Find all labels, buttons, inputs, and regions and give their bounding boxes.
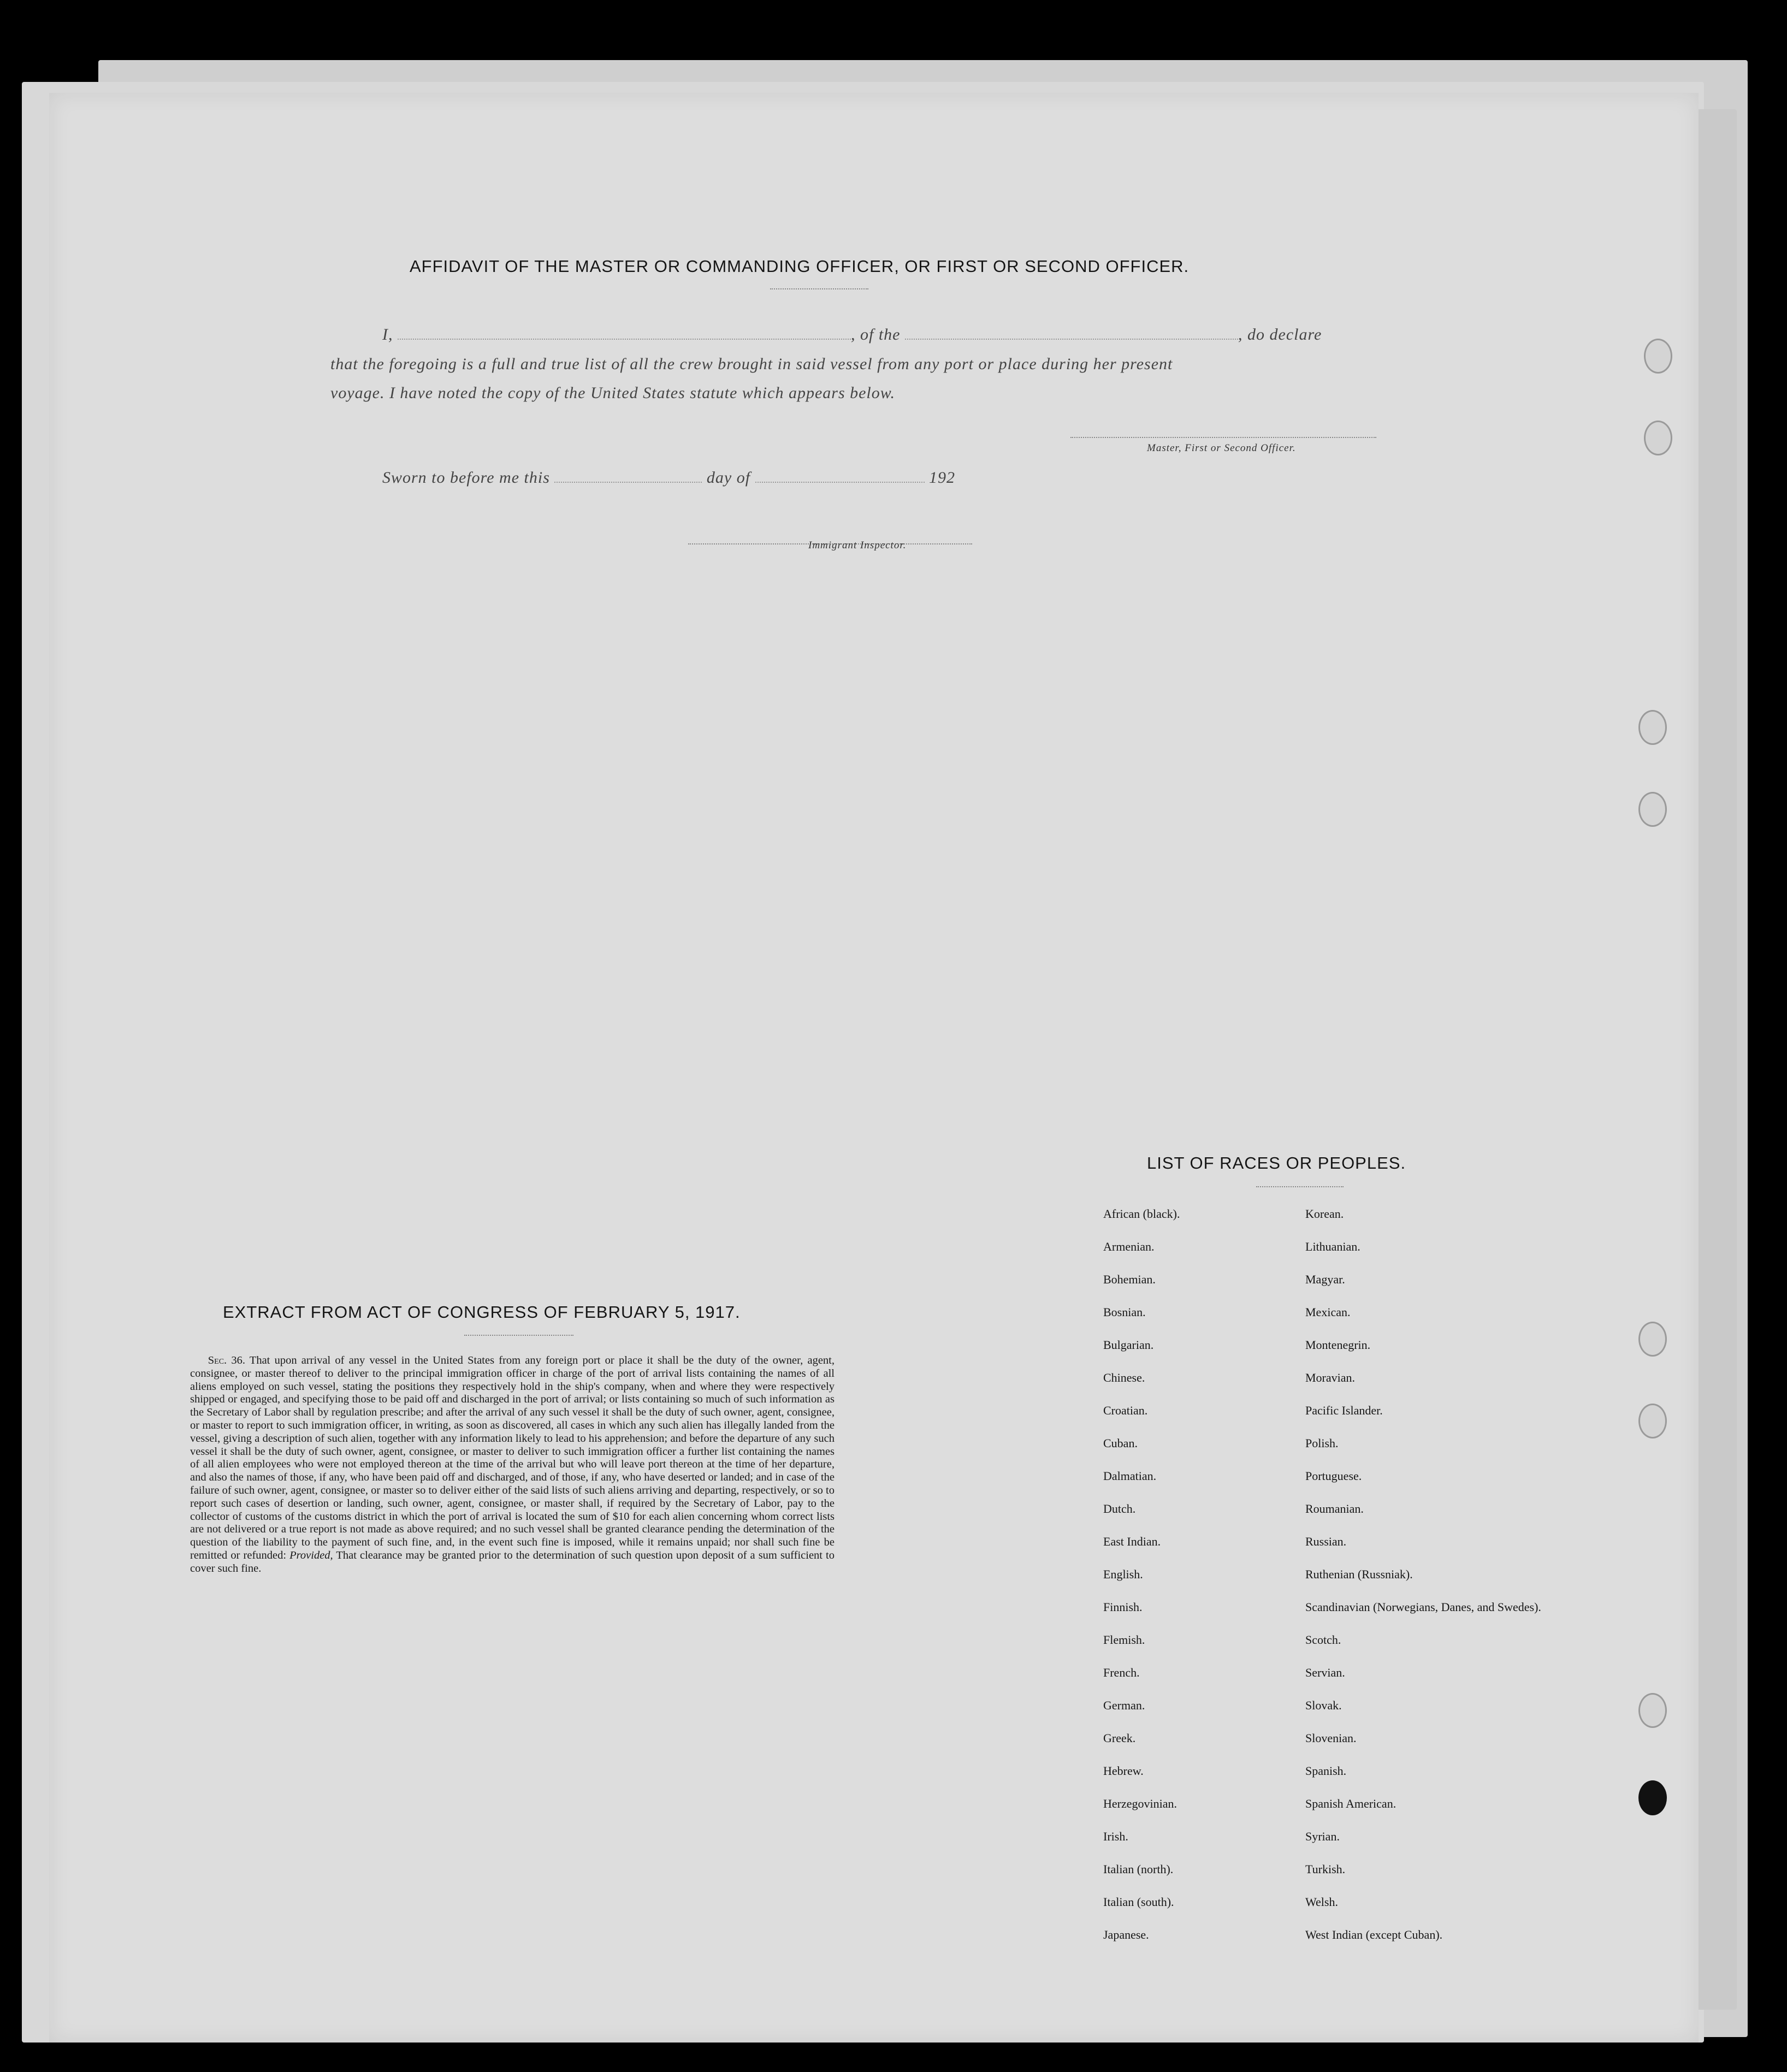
statute-body-2: That clearance may be granted prior to the determination of such question upon deposit of a sum sufficient to cover such fine. <box>190 1549 835 1574</box>
race-item: Irish. <box>1103 1830 1128 1843</box>
race-item: Greek. <box>1103 1731 1136 1745</box>
day-blank[interactable] <box>554 482 702 483</box>
race-item: Italian (north). <box>1103 1862 1174 1876</box>
race-item: Dutch. <box>1103 1502 1136 1515</box>
race-item: Croatian. <box>1103 1404 1148 1417</box>
race-item: English. <box>1103 1567 1143 1581</box>
inspector-caption: Immigrant Inspector. <box>808 540 907 551</box>
title-divider <box>770 288 868 289</box>
race-item: Syrian. <box>1305 1830 1340 1843</box>
race-item: Korean. <box>1305 1207 1344 1221</box>
sworn-label: Sworn to before me this <box>382 469 550 487</box>
race-item: Magyar. <box>1305 1272 1345 1286</box>
race-item: Spanish. <box>1305 1764 1347 1778</box>
race-item: Pacific Islander. <box>1305 1404 1383 1417</box>
affidavit-line-2: that the foregoing is a full and true list of all the crew brought in said vessel from any port or place during her present <box>330 355 1173 373</box>
race-item: Slovenian. <box>1305 1731 1357 1745</box>
race-item: Spanish American. <box>1305 1797 1397 1810</box>
races-title: LIST OF RACES OR PEOPLES. <box>1147 1153 1406 1173</box>
race-item: Scotch. <box>1305 1633 1341 1647</box>
punch-hole <box>1638 1404 1667 1438</box>
affidavit-line-1 <box>382 325 1322 344</box>
race-item: Servian. <box>1305 1666 1345 1679</box>
race-item: Cuban. <box>1103 1436 1138 1450</box>
punch-hole <box>1638 1322 1667 1357</box>
affidavit-i-label: I, <box>382 325 393 344</box>
race-item: African (black). <box>1103 1207 1180 1221</box>
race-item: German. <box>1103 1698 1145 1712</box>
race-item: Moravian. <box>1305 1371 1356 1384</box>
race-item: Bosnian. <box>1103 1305 1146 1319</box>
race-item: Welsh. <box>1305 1895 1338 1909</box>
race-item: Flemish. <box>1103 1633 1145 1647</box>
race-item: Slovak. <box>1305 1698 1342 1712</box>
punch-hole <box>1638 1780 1667 1815</box>
race-item: Dalmatian. <box>1103 1469 1157 1483</box>
affidavit-title: AFFIDAVIT OF THE MASTER OR COMMANDING OFFICER, OR FIRST OR SECOND OFFICER. <box>410 257 1190 276</box>
of-the-label: , of the <box>851 325 901 344</box>
name-blank[interactable] <box>398 339 851 340</box>
day-of-label: day of <box>706 469 751 487</box>
race-item: Bohemian. <box>1103 1272 1156 1286</box>
race-item: Montenegrin. <box>1305 1338 1371 1352</box>
punch-hole <box>1644 421 1672 455</box>
declare-label: , do declare <box>1238 325 1322 344</box>
race-item: Turkish. <box>1305 1862 1346 1876</box>
year-label: 192 <box>929 469 956 487</box>
provided-label: Provided, <box>289 1549 333 1561</box>
race-item: Italian (south). <box>1103 1895 1174 1909</box>
race-item: Scandinavian (Norwegians, Danes, and Swedes). <box>1305 1600 1541 1614</box>
extract-divider <box>464 1335 573 1336</box>
race-item: Portuguese. <box>1305 1469 1362 1483</box>
race-item: Chinese. <box>1103 1371 1145 1384</box>
master-signature-line[interactable] <box>1070 437 1376 438</box>
race-item: Finnish. <box>1103 1600 1143 1614</box>
race-item: Hebrew. <box>1103 1764 1144 1778</box>
races-list <box>1103 1207 1551 1961</box>
race-item: West Indian (except Cuban). <box>1305 1928 1443 1941</box>
statute-body-1: That upon arrival of any vessel in the United States from any foreign port or place it shall be the duty of the owner, agent, consignee, or master thereof to deliver to the principal immigration officer in charge of the port of arrival lists containing the names of all aliens employed on such vessel, stating the positions they respectively hold in the ship's company, when and where they were respectively shipped or engaged, and specifying those to be paid off and discharged in the port of arrival; or lists containing so much of such information as the Secretary of Labor shall by regulation prescribe; and after the arrival of any such vessel it shall be the duty of such owner, agent, consignee, or master to report to such immigration officer, in writing, as soon as discovered, all cases in which any such alien has illegally landed from the vessel, giving a description of such alien, together with any information likely to lead to his apprehension; and before the departure of any such vessel it shall be the duty of such owner, agent, consignee, or master to deliver to such immigration officer a further list containing the names of all alien employees who were not employed thereon at the time of the arrival but who will leave port thereon at the time of her departure, and also the names of those, if any, who have been paid off and discharged, and of those, if any, who have deserted or landed; and in case of the failure of such owner, agent, consignee, or master so to deliver either of the said lists of such aliens arriving and departing, respectively, or so to report such cases of desertion or landing, such owner, agent, consignee, or master shall, if required by the Secretary of Labor, pay to the collector of customs of the customs district in which the port of arrival is located the sum of $10 for each alien concerning whom correct lists are not delivered or a true report is not made as above required; and no such vessel shall be granted clearance pending the determination of the question of the liability to the payment of such fine, and, in the event such fine is imposed, while it remains unpaid; nor shall such fine be remitted or refunded: <box>190 1354 835 1561</box>
race-item: Mexican. <box>1305 1305 1351 1319</box>
master-caption: Master, First or Second Officer. <box>1147 442 1296 454</box>
race-item: Japanese. <box>1103 1928 1149 1941</box>
punch-hole <box>1638 710 1667 745</box>
vessel-blank[interactable] <box>905 339 1238 340</box>
race-item: French. <box>1103 1666 1140 1679</box>
race-item: Russian. <box>1305 1535 1347 1548</box>
race-item: Herzegovinian. <box>1103 1797 1177 1810</box>
punch-hole <box>1644 339 1672 374</box>
punch-hole <box>1638 1693 1667 1728</box>
races-divider <box>1256 1186 1344 1187</box>
race-item: Polish. <box>1305 1436 1339 1450</box>
race-item: Armenian. <box>1103 1240 1155 1253</box>
statute-text <box>190 1354 835 1576</box>
race-item: Bulgarian. <box>1103 1338 1154 1352</box>
race-item: Lithuanian. <box>1305 1240 1360 1253</box>
race-item: Roumanian. <box>1305 1502 1364 1515</box>
race-item: Ruthenian (Russniak). <box>1305 1567 1413 1581</box>
affidavit-line-3: voyage. I have noted the copy of the United States statute which appears below. <box>330 384 896 402</box>
race-item: East Indian. <box>1103 1535 1161 1548</box>
punch-hole <box>1638 792 1667 827</box>
sworn-line <box>382 469 955 487</box>
month-blank[interactable] <box>755 482 925 483</box>
extract-title: EXTRACT FROM ACT OF CONGRESS OF FEBRUARY 5, 1917. <box>223 1303 741 1322</box>
section-label: Sec. 36. <box>208 1354 245 1366</box>
